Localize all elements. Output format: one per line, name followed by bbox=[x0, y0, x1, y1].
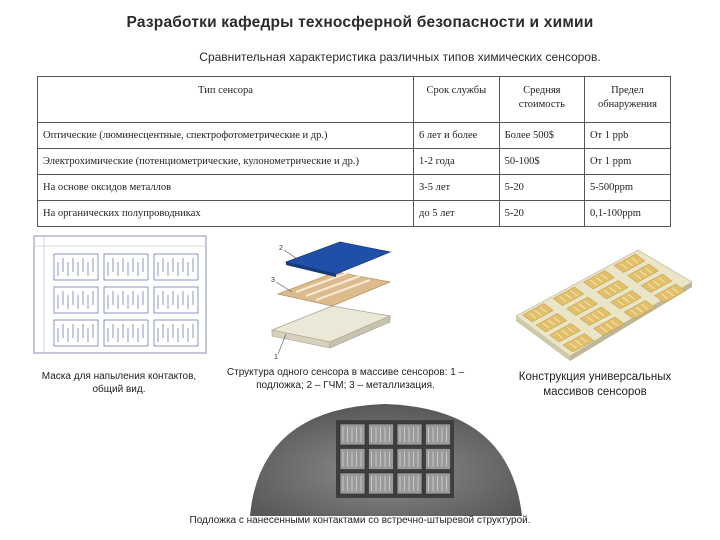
header-detection-limit: Предел обнаружения bbox=[584, 77, 670, 123]
cell-cost: 50-100$ bbox=[499, 149, 584, 175]
header-lifetime: Срок службы bbox=[414, 77, 500, 123]
cell-lifetime: 3-5 лет bbox=[414, 175, 500, 201]
cell-limit: От 1 ppm bbox=[584, 149, 670, 175]
table-header-row bbox=[38, 77, 671, 123]
table-row bbox=[38, 149, 671, 175]
wafer-photo bbox=[240, 398, 530, 516]
label-layer-3: 3 bbox=[271, 277, 275, 284]
page-title: Разработки кафедры техносферной безопасности и химии bbox=[126, 14, 594, 31]
table-row bbox=[38, 201, 671, 227]
label-layer-1: 1 bbox=[274, 354, 278, 360]
table-subtitle: Сравнительная характеристика различных типов химических сенсоров. bbox=[199, 50, 601, 64]
header-sensor-type: Тип сенсора bbox=[38, 77, 414, 123]
header-cost: Средняя стоимость bbox=[499, 77, 584, 123]
sensor-structure-diagram bbox=[262, 238, 394, 360]
array-caption: Конструкция универсальных массивов сенсоров bbox=[518, 371, 672, 398]
mask-caption: Маска для напыления контактов, общий вид. bbox=[41, 371, 197, 395]
table-row bbox=[38, 175, 671, 201]
cell-type: На основе оксидов металлов bbox=[38, 175, 414, 201]
cell-lifetime: до 5 лет bbox=[414, 201, 500, 227]
cell-limit: 0,1-100ppm bbox=[584, 201, 670, 227]
cell-cost: Более 500$ bbox=[499, 123, 584, 149]
cell-lifetime: 1-2 года bbox=[414, 149, 500, 175]
table-row bbox=[38, 123, 671, 149]
cell-type: Оптические (люминесцентные, спектрофотометрические и др.) bbox=[38, 123, 414, 149]
cell-limit: От 1 ppb bbox=[584, 123, 670, 149]
structure-caption: Структура одного сенсора в массиве сенсоров: 1 – подложка; 2 – ГЧМ; 3 – металлизация. bbox=[226, 367, 465, 391]
mask-drawing bbox=[30, 232, 210, 357]
comparison-table bbox=[37, 76, 671, 227]
sensor-array-image bbox=[510, 236, 696, 366]
cell-type: Электрохимические (потенциометрические, кулонометрические и др.) bbox=[38, 149, 414, 175]
cell-type: На органических полупроводниках bbox=[38, 201, 414, 227]
cell-limit: 5-500ppm bbox=[584, 175, 670, 201]
label-layer-2: 2 bbox=[279, 245, 283, 252]
cell-cost: 5-20 bbox=[499, 175, 584, 201]
cell-cost: 5-20 bbox=[499, 201, 584, 227]
substrate-caption: Подложка с нанесенными контактами со встречно-штыревой структурой. bbox=[189, 515, 531, 526]
cell-lifetime: 6 лет и более bbox=[414, 123, 500, 149]
